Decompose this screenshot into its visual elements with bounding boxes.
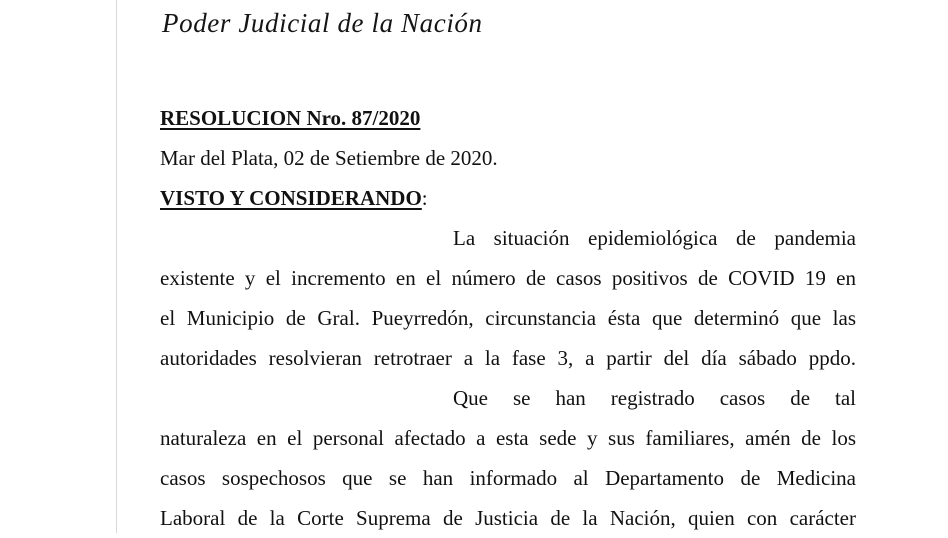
paragraph	[160, 378, 856, 538]
section-heading-line	[160, 178, 856, 218]
paragraph	[160, 218, 856, 378]
place-date: Mar del Plata, 02 de Setiembre de 2020.	[160, 146, 498, 170]
paragraph-line: el Municipio de Gral. Pueyrredón, circunstancia ésta que determinó que las	[160, 306, 856, 330]
paragraph-line: existente y el incremento en el número de casos positivos de COVID 19 en	[160, 266, 856, 290]
paragraph-line: casos sospechosos que se han informado al Departamento de Medicina	[160, 466, 856, 490]
document-body	[160, 96, 856, 538]
paragraph-line: naturaleza en el personal afectado a esta sede y sus familiares, amén de los	[160, 426, 856, 450]
paragraph-line: Que se han registrado casos de tal	[453, 386, 856, 410]
paragraph-line: autoridades resolvieran retrotraer a la fase 3, a partir del día sábado ppdo.	[160, 346, 856, 370]
paragraph-line: Laboral de la Corte Suprema de Justicia de la Nación, quien con carácter	[160, 506, 856, 530]
section-heading-colon: :	[421, 186, 428, 210]
resolution-title: RESOLUCION Nro. 87/2020	[160, 106, 421, 130]
paragraph-line: La situación epidemiológica de pandemia	[453, 226, 856, 250]
page-edge-rule	[116, 0, 117, 533]
section-heading: VISTO Y CONSIDERANDO	[160, 186, 422, 210]
letterhead: Poder Judicial de la Nación	[162, 8, 483, 38]
